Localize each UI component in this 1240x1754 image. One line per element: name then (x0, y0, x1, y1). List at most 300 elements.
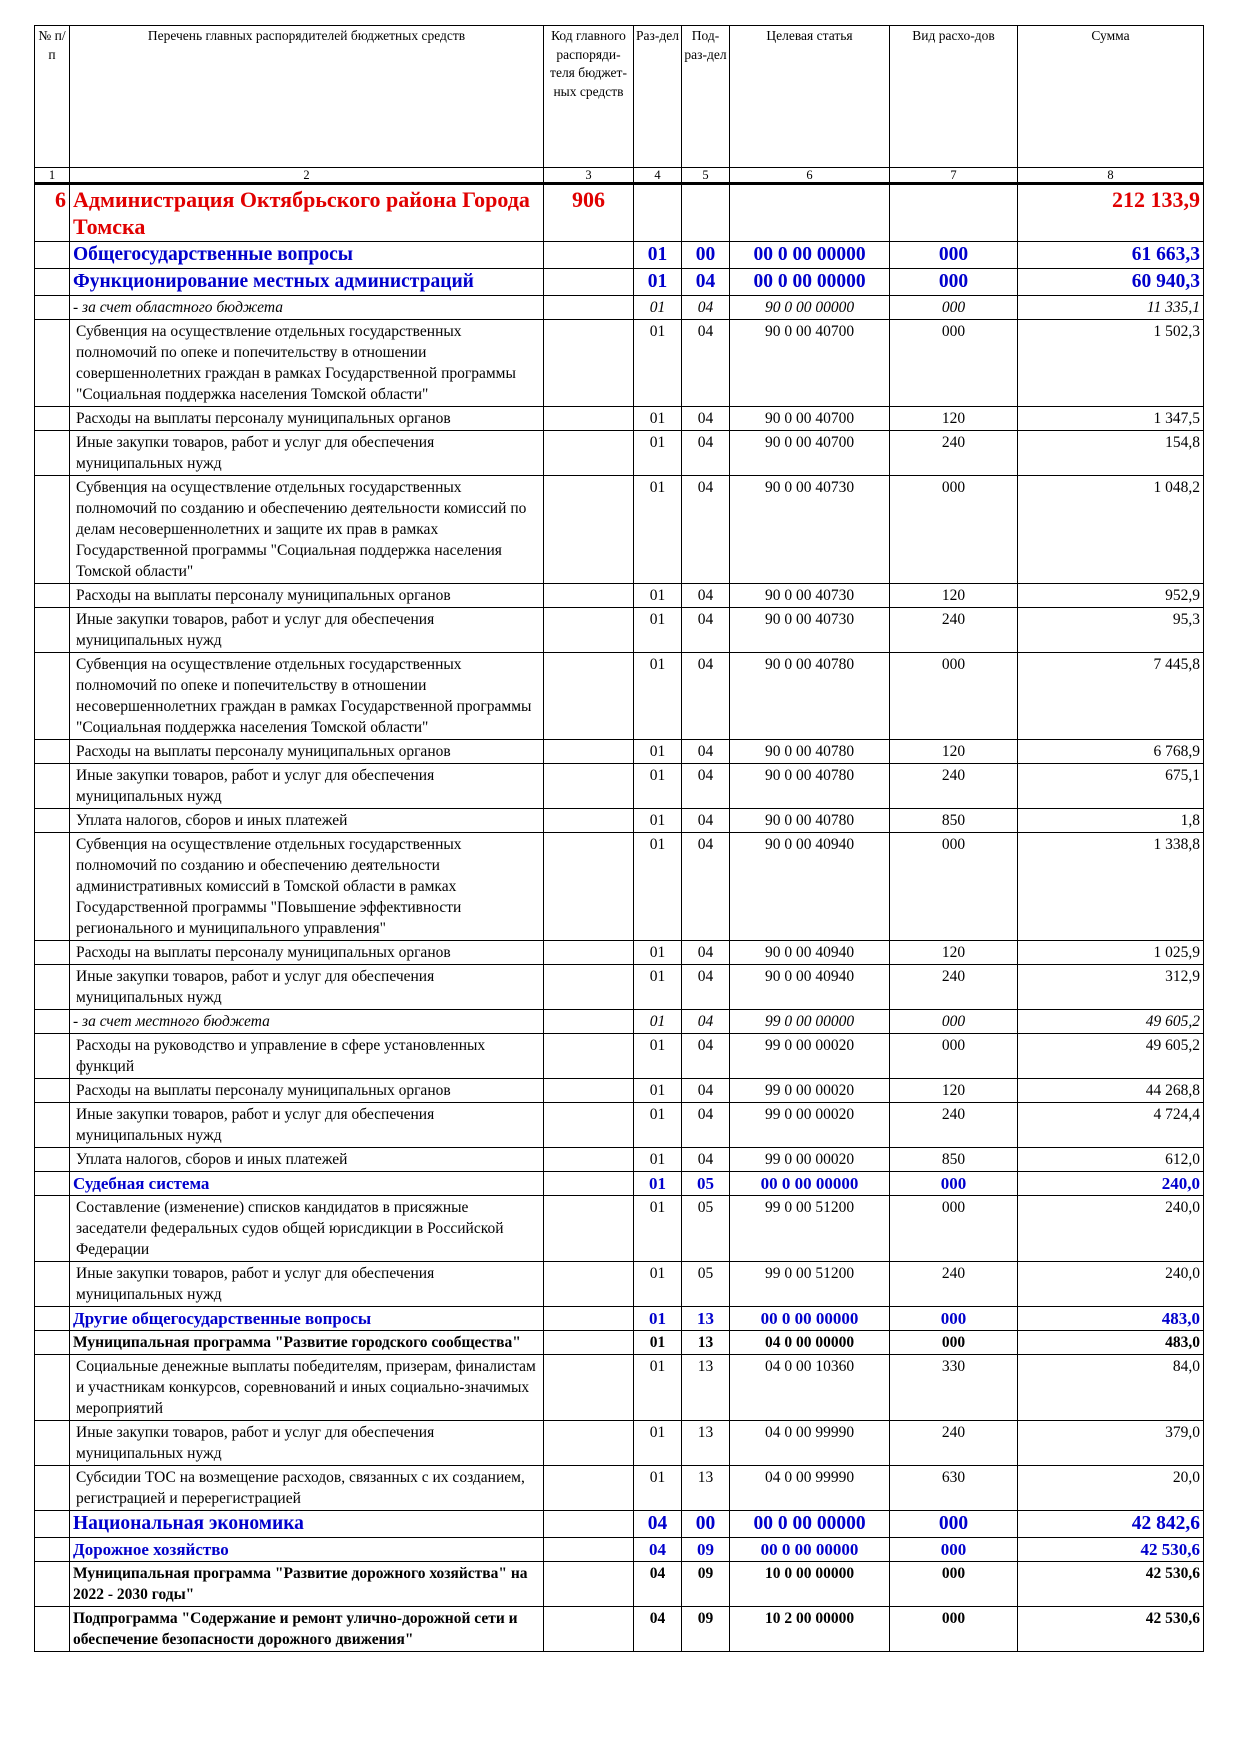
row-section: 01 (634, 1103, 682, 1148)
row-sum: 42 530,6 (1018, 1538, 1204, 1562)
row-section: 01 (634, 764, 682, 809)
row-expense-kind: 000 (890, 1331, 1018, 1355)
row-expense-kind: 000 (890, 476, 1018, 584)
row-target-article: 99 0 00 51200 (730, 1196, 890, 1262)
row-number (35, 296, 70, 320)
row-number (35, 1511, 70, 1538)
row-target-article: 00 0 00 00000 (730, 269, 890, 296)
row-name: Расходы на выплаты персоналу муниципальных органов (70, 740, 544, 764)
row-expense-kind: 240 (890, 965, 1018, 1010)
row-subsection: 13 (682, 1466, 730, 1511)
row-target-article: 90 0 00 40700 (730, 431, 890, 476)
row-target-article: 90 0 00 40780 (730, 809, 890, 833)
row-expense-kind: 850 (890, 1148, 1018, 1172)
row-subsection: 04 (682, 764, 730, 809)
row-subsection: 04 (682, 407, 730, 431)
row-subsection: 04 (682, 431, 730, 476)
row-sum: 240,0 (1018, 1196, 1204, 1262)
table-row (35, 809, 1204, 833)
row-number (35, 1103, 70, 1148)
row-section: 01 (634, 740, 682, 764)
row-section: 01 (634, 1466, 682, 1511)
header-article: Целевая статья (730, 26, 890, 168)
row-subsection: 00 (682, 242, 730, 269)
row-expense-kind: 000 (890, 1010, 1018, 1034)
row-name: Уплата налогов, сборов и иных платежей (70, 1148, 544, 1172)
table-row (35, 1562, 1204, 1607)
row-number (35, 1010, 70, 1034)
row-target-article: 00 0 00 00000 (730, 1172, 890, 1196)
row-section: 04 (634, 1562, 682, 1607)
row-section: 01 (634, 941, 682, 965)
row-expense-kind: 000 (890, 296, 1018, 320)
row-section: 01 (634, 1172, 682, 1196)
header-code: Код главного распоряди-теля бюджет-ных средств (544, 26, 634, 168)
row-section: 01 (634, 320, 682, 407)
row-number (35, 1421, 70, 1466)
row-sum: 612,0 (1018, 1148, 1204, 1172)
table-row (35, 431, 1204, 476)
row-code (544, 1607, 634, 1652)
row-section: 01 (634, 431, 682, 476)
column-number-row (35, 168, 1204, 184)
row-sum: 4 724,4 (1018, 1103, 1204, 1148)
row-expense-kind: 240 (890, 1262, 1018, 1307)
row-sum: 61 663,3 (1018, 242, 1204, 269)
row-section: 01 (634, 1331, 682, 1355)
row-subsection: 05 (682, 1172, 730, 1196)
row-code (544, 1010, 634, 1034)
table-row (35, 184, 1204, 242)
table-row (35, 1172, 1204, 1196)
row-target-article: 00 0 00 00000 (730, 242, 890, 269)
row-section: 01 (634, 608, 682, 653)
row-target-article: 90 0 00 40780 (730, 653, 890, 740)
table-row (35, 1079, 1204, 1103)
row-target-article: 90 0 00 40940 (730, 833, 890, 941)
row-sum: 483,0 (1018, 1307, 1204, 1331)
row-expense-kind: 000 (890, 1034, 1018, 1079)
row-name: Иные закупки товаров, работ и услуг для обеспечения муниципальных нужд (70, 965, 544, 1010)
col-number: 6 (730, 168, 890, 184)
row-expense-kind: 000 (890, 320, 1018, 407)
row-subsection: 13 (682, 1421, 730, 1466)
row-section: 01 (634, 1010, 682, 1034)
budget-table (34, 25, 1204, 1652)
row-expense-kind (890, 184, 1018, 242)
row-target-article: 00 0 00 00000 (730, 1511, 890, 1538)
row-expense-kind: 240 (890, 1421, 1018, 1466)
row-sum: 42 842,6 (1018, 1511, 1204, 1538)
row-expense-kind: 000 (890, 1307, 1018, 1331)
row-target-article: 90 0 00 00000 (730, 296, 890, 320)
row-subsection: 04 (682, 740, 730, 764)
row-name: Расходы на выплаты персоналу муниципальных органов (70, 584, 544, 608)
row-sum: 952,9 (1018, 584, 1204, 608)
row-subsection: 04 (682, 1103, 730, 1148)
row-subsection: 04 (682, 296, 730, 320)
row-target-article: 90 0 00 40730 (730, 608, 890, 653)
row-name: Уплата налогов, сборов и иных платежей (70, 809, 544, 833)
row-code (544, 1538, 634, 1562)
row-target-article: 90 0 00 40940 (730, 941, 890, 965)
row-code (544, 1331, 634, 1355)
row-expense-kind: 000 (890, 653, 1018, 740)
row-target-article (730, 184, 890, 242)
row-sum: 1 025,9 (1018, 941, 1204, 965)
row-section: 01 (634, 584, 682, 608)
row-section: 01 (634, 809, 682, 833)
row-expense-kind: 000 (890, 1538, 1018, 1562)
row-name: Функционирование местных администраций (70, 269, 544, 296)
row-subsection: 13 (682, 1331, 730, 1355)
row-name: Администрация Октябрьского района Города Томска (70, 184, 544, 242)
row-name: Расходы на выплаты персоналу муниципальных органов (70, 941, 544, 965)
row-code (544, 764, 634, 809)
col-number: 7 (890, 168, 1018, 184)
row-sum: 483,0 (1018, 1331, 1204, 1355)
row-section: 01 (634, 1262, 682, 1307)
row-sum: 240,0 (1018, 1172, 1204, 1196)
row-number (35, 1262, 70, 1307)
row-subsection: 04 (682, 608, 730, 653)
table-row (35, 296, 1204, 320)
row-subsection: 05 (682, 1196, 730, 1262)
header-num: № п/п (35, 26, 70, 168)
row-sum: 1 048,2 (1018, 476, 1204, 584)
row-expense-kind: 240 (890, 764, 1018, 809)
row-code (544, 1562, 634, 1607)
row-sum: 675,1 (1018, 764, 1204, 809)
row-name: Иные закупки товаров, работ и услуг для обеспечения муниципальных нужд (70, 1103, 544, 1148)
row-section: 01 (634, 269, 682, 296)
row-target-article: 04 0 00 10360 (730, 1355, 890, 1421)
row-target-article: 99 0 00 00020 (730, 1079, 890, 1103)
header-sum: Сумма (1018, 26, 1204, 168)
row-name: Субвенция на осуществление отдельных государственных полномочий по созданию и обеспечению деятельности комиссий по делам несовершеннолетних и защите их прав в рамках Государственной программы "Социальная поддержка населения Томской области" (70, 476, 544, 584)
row-code (544, 1172, 634, 1196)
col-number: 5 (682, 168, 730, 184)
row-number (35, 833, 70, 941)
row-expense-kind: 000 (890, 1562, 1018, 1607)
table-row (35, 1538, 1204, 1562)
row-subsection: 04 (682, 1010, 730, 1034)
row-section: 01 (634, 653, 682, 740)
row-expense-kind: 000 (890, 1172, 1018, 1196)
row-target-article: 90 0 00 40700 (730, 407, 890, 431)
row-subsection: 04 (682, 269, 730, 296)
row-subsection: 09 (682, 1562, 730, 1607)
row-number (35, 1562, 70, 1607)
budget-table-sheet (34, 25, 1204, 1652)
row-number (35, 1034, 70, 1079)
row-expense-kind: 000 (890, 269, 1018, 296)
row-name: Муниципальная программа "Развитие городского сообщества" (70, 1331, 544, 1355)
row-subsection: 04 (682, 320, 730, 407)
header-section: Раз-дел (634, 26, 682, 168)
row-sum: 154,8 (1018, 431, 1204, 476)
row-code (544, 1421, 634, 1466)
table-row (35, 1355, 1204, 1421)
row-name: Национальная экономика (70, 1511, 544, 1538)
row-subsection: 04 (682, 1148, 730, 1172)
row-expense-kind: 120 (890, 1079, 1018, 1103)
row-code (544, 833, 634, 941)
row-section: 01 (634, 296, 682, 320)
row-target-article: 99 0 00 00000 (730, 1010, 890, 1034)
row-name: - за счет местного бюджета (70, 1010, 544, 1034)
row-subsection: 04 (682, 941, 730, 965)
row-code (544, 608, 634, 653)
row-code (544, 740, 634, 764)
row-section: 01 (634, 1307, 682, 1331)
row-code (544, 1355, 634, 1421)
row-subsection: 04 (682, 965, 730, 1010)
row-expense-kind: 000 (890, 242, 1018, 269)
row-subsection: 04 (682, 833, 730, 941)
row-subsection (682, 184, 730, 242)
row-expense-kind: 000 (890, 1511, 1018, 1538)
table-row (35, 1262, 1204, 1307)
row-expense-kind: 120 (890, 740, 1018, 764)
row-subsection: 04 (682, 1034, 730, 1079)
row-expense-kind: 000 (890, 1607, 1018, 1652)
row-code (544, 941, 634, 965)
row-expense-kind: 330 (890, 1355, 1018, 1421)
row-sum: 7 445,8 (1018, 653, 1204, 740)
row-number (35, 1307, 70, 1331)
table-row (35, 1421, 1204, 1466)
row-number (35, 476, 70, 584)
row-code (544, 584, 634, 608)
table-row (35, 1331, 1204, 1355)
row-code (544, 1079, 634, 1103)
table-row (35, 1103, 1204, 1148)
row-target-article: 04 0 00 00000 (730, 1331, 890, 1355)
row-section (634, 184, 682, 242)
row-code (544, 965, 634, 1010)
row-code (544, 1148, 634, 1172)
row-expense-kind: 120 (890, 407, 1018, 431)
row-code (544, 1466, 634, 1511)
row-sum: 84,0 (1018, 1355, 1204, 1421)
row-code (544, 653, 634, 740)
table-body (35, 184, 1204, 1652)
col-number: 1 (35, 168, 70, 184)
row-name: Другие общегосударственные вопросы (70, 1307, 544, 1331)
row-section: 01 (634, 965, 682, 1010)
row-subsection: 05 (682, 1262, 730, 1307)
row-sum: 49 605,2 (1018, 1010, 1204, 1034)
row-section: 01 (634, 242, 682, 269)
row-target-article: 90 0 00 40730 (730, 476, 890, 584)
row-target-article: 90 0 00 40940 (730, 965, 890, 1010)
row-number (35, 1607, 70, 1652)
row-code (544, 1034, 634, 1079)
row-expense-kind: 120 (890, 584, 1018, 608)
row-number (35, 1172, 70, 1196)
row-code (544, 320, 634, 407)
row-sum: 44 268,8 (1018, 1079, 1204, 1103)
row-sum: 1 502,3 (1018, 320, 1204, 407)
row-number (35, 242, 70, 269)
row-sum: 6 768,9 (1018, 740, 1204, 764)
row-name: Расходы на выплаты персоналу муниципальных органов (70, 1079, 544, 1103)
row-number (35, 809, 70, 833)
row-code (544, 476, 634, 584)
row-sum: 1 338,8 (1018, 833, 1204, 941)
row-section: 01 (634, 407, 682, 431)
row-code (544, 296, 634, 320)
row-number (35, 584, 70, 608)
table-row (35, 941, 1204, 965)
table-row (35, 476, 1204, 584)
row-number (35, 653, 70, 740)
row-name: Социальные денежные выплаты победителям, призерам, финалистам и участникам конкурсов, соревнований и иных социально-значимых мероприятий (70, 1355, 544, 1421)
row-subsection: 04 (682, 476, 730, 584)
row-number (35, 1079, 70, 1103)
row-number (35, 320, 70, 407)
row-code: 906 (544, 184, 634, 242)
row-name: Подпрограмма "Содержание и ремонт улично-дорожной сети и обеспечение безопасности дорожного движения" (70, 1607, 544, 1652)
row-code (544, 809, 634, 833)
row-sum: 1 347,5 (1018, 407, 1204, 431)
table-row (35, 740, 1204, 764)
row-name: Иные закупки товаров, работ и услуг для обеспечения муниципальных нужд (70, 1262, 544, 1307)
row-subsection: 04 (682, 653, 730, 740)
row-name: Составление (изменение) списков кандидатов в присяжные заседатели федеральных судов общей юрисдикции в Российской Федерации (70, 1196, 544, 1262)
table-row (35, 1196, 1204, 1262)
row-expense-kind: 000 (890, 1196, 1018, 1262)
table-row (35, 1010, 1204, 1034)
row-subsection: 13 (682, 1307, 730, 1331)
row-code (544, 431, 634, 476)
row-name: Расходы на руководство и управление в сфере установленных функций (70, 1034, 544, 1079)
row-section: 01 (634, 1421, 682, 1466)
row-number (35, 407, 70, 431)
row-number (35, 1196, 70, 1262)
row-code (544, 407, 634, 431)
row-number (35, 1355, 70, 1421)
row-subsection: 13 (682, 1355, 730, 1421)
table-row (35, 653, 1204, 740)
table-row (35, 320, 1204, 407)
row-sum: 240,0 (1018, 1262, 1204, 1307)
table-row (35, 407, 1204, 431)
row-section: 01 (634, 833, 682, 941)
row-name: Субвенция на осуществление отдельных государственных полномочий по созданию и обеспечению деятельности административных комиссий в Томской области в рамках Государственной программы "Повышение эффективности регионального и муниципального управления" (70, 833, 544, 941)
row-code (544, 242, 634, 269)
row-number (35, 431, 70, 476)
row-section: 04 (634, 1511, 682, 1538)
row-target-article: 00 0 00 00000 (730, 1538, 890, 1562)
row-name: Субвенция на осуществление отдельных государственных полномочий по опеке и попечительству в отношении несовершеннолетних граждан в рамках Государственной программы "Социальная поддержка населения Томской области" (70, 653, 544, 740)
row-code (544, 1103, 634, 1148)
header-kind: Вид расхо-дов (890, 26, 1018, 168)
table-row (35, 242, 1204, 269)
row-target-article: 99 0 00 00020 (730, 1148, 890, 1172)
row-expense-kind: 240 (890, 608, 1018, 653)
col-number: 3 (544, 168, 634, 184)
row-section: 04 (634, 1607, 682, 1652)
row-number (35, 1538, 70, 1562)
row-name: Судебная система (70, 1172, 544, 1196)
row-target-article: 90 0 00 40780 (730, 764, 890, 809)
table-row (35, 1607, 1204, 1652)
row-name: Расходы на выплаты персоналу муниципальных органов (70, 407, 544, 431)
row-target-article: 04 0 00 99990 (730, 1421, 890, 1466)
row-expense-kind: 630 (890, 1466, 1018, 1511)
row-number: 6 (35, 184, 70, 242)
row-subsection: 04 (682, 584, 730, 608)
row-number (35, 941, 70, 965)
row-name: Общегосударственные вопросы (70, 242, 544, 269)
row-expense-kind: 850 (890, 809, 1018, 833)
table-row (35, 1511, 1204, 1538)
row-target-article: 90 0 00 40730 (730, 584, 890, 608)
row-sum: 49 605,2 (1018, 1034, 1204, 1079)
table-row (35, 764, 1204, 809)
row-expense-kind: 000 (890, 833, 1018, 941)
row-code (544, 1262, 634, 1307)
row-number (35, 1466, 70, 1511)
row-expense-kind: 120 (890, 941, 1018, 965)
table-row (35, 269, 1204, 296)
row-sum: 42 530,6 (1018, 1562, 1204, 1607)
row-sum: 379,0 (1018, 1421, 1204, 1466)
row-section: 01 (634, 1148, 682, 1172)
table-row (35, 1148, 1204, 1172)
row-name: Субвенция на осуществление отдельных государственных полномочий по опеке и попечительству в отношении совершеннолетних граждан в рамках Государственной программы "Социальная поддержка населения Томской области" (70, 320, 544, 407)
row-code (544, 1196, 634, 1262)
col-number: 2 (70, 168, 544, 184)
table-row (35, 584, 1204, 608)
row-name: Дорожное хозяйство (70, 1538, 544, 1562)
row-target-article: 99 0 00 00020 (730, 1103, 890, 1148)
col-number: 8 (1018, 168, 1204, 184)
row-number (35, 965, 70, 1010)
row-code (544, 269, 634, 296)
row-name: - за счет областного бюджета (70, 296, 544, 320)
row-sum: 11 335,1 (1018, 296, 1204, 320)
row-name: Иные закупки товаров, работ и услуг для обеспечения муниципальных нужд (70, 608, 544, 653)
row-number (35, 608, 70, 653)
row-target-article: 00 0 00 00000 (730, 1307, 890, 1331)
row-target-article: 99 0 00 51200 (730, 1262, 890, 1307)
row-name: Иные закупки товаров, работ и услуг для обеспечения муниципальных нужд (70, 764, 544, 809)
row-code (544, 1511, 634, 1538)
row-sum: 20,0 (1018, 1466, 1204, 1511)
row-target-article: 10 0 00 00000 (730, 1562, 890, 1607)
col-number: 4 (634, 168, 682, 184)
table-row (35, 965, 1204, 1010)
row-name: Иные закупки товаров, работ и услуг для обеспечения муниципальных нужд (70, 1421, 544, 1466)
row-number (35, 269, 70, 296)
row-name: Субсидии ТОС на возмещение расходов, связанных с их созданием, регистрацией и перерегистрацией (70, 1466, 544, 1511)
row-sum: 1,8 (1018, 809, 1204, 833)
row-sum: 60 940,3 (1018, 269, 1204, 296)
table-row (35, 1034, 1204, 1079)
row-subsection: 04 (682, 1079, 730, 1103)
row-sum: 212 133,9 (1018, 184, 1204, 242)
row-subsection: 00 (682, 1511, 730, 1538)
row-section: 01 (634, 1355, 682, 1421)
row-code (544, 1307, 634, 1331)
header-subsection: Под-раз-дел (682, 26, 730, 168)
row-sum: 312,9 (1018, 965, 1204, 1010)
row-number (35, 740, 70, 764)
row-subsection: 09 (682, 1538, 730, 1562)
